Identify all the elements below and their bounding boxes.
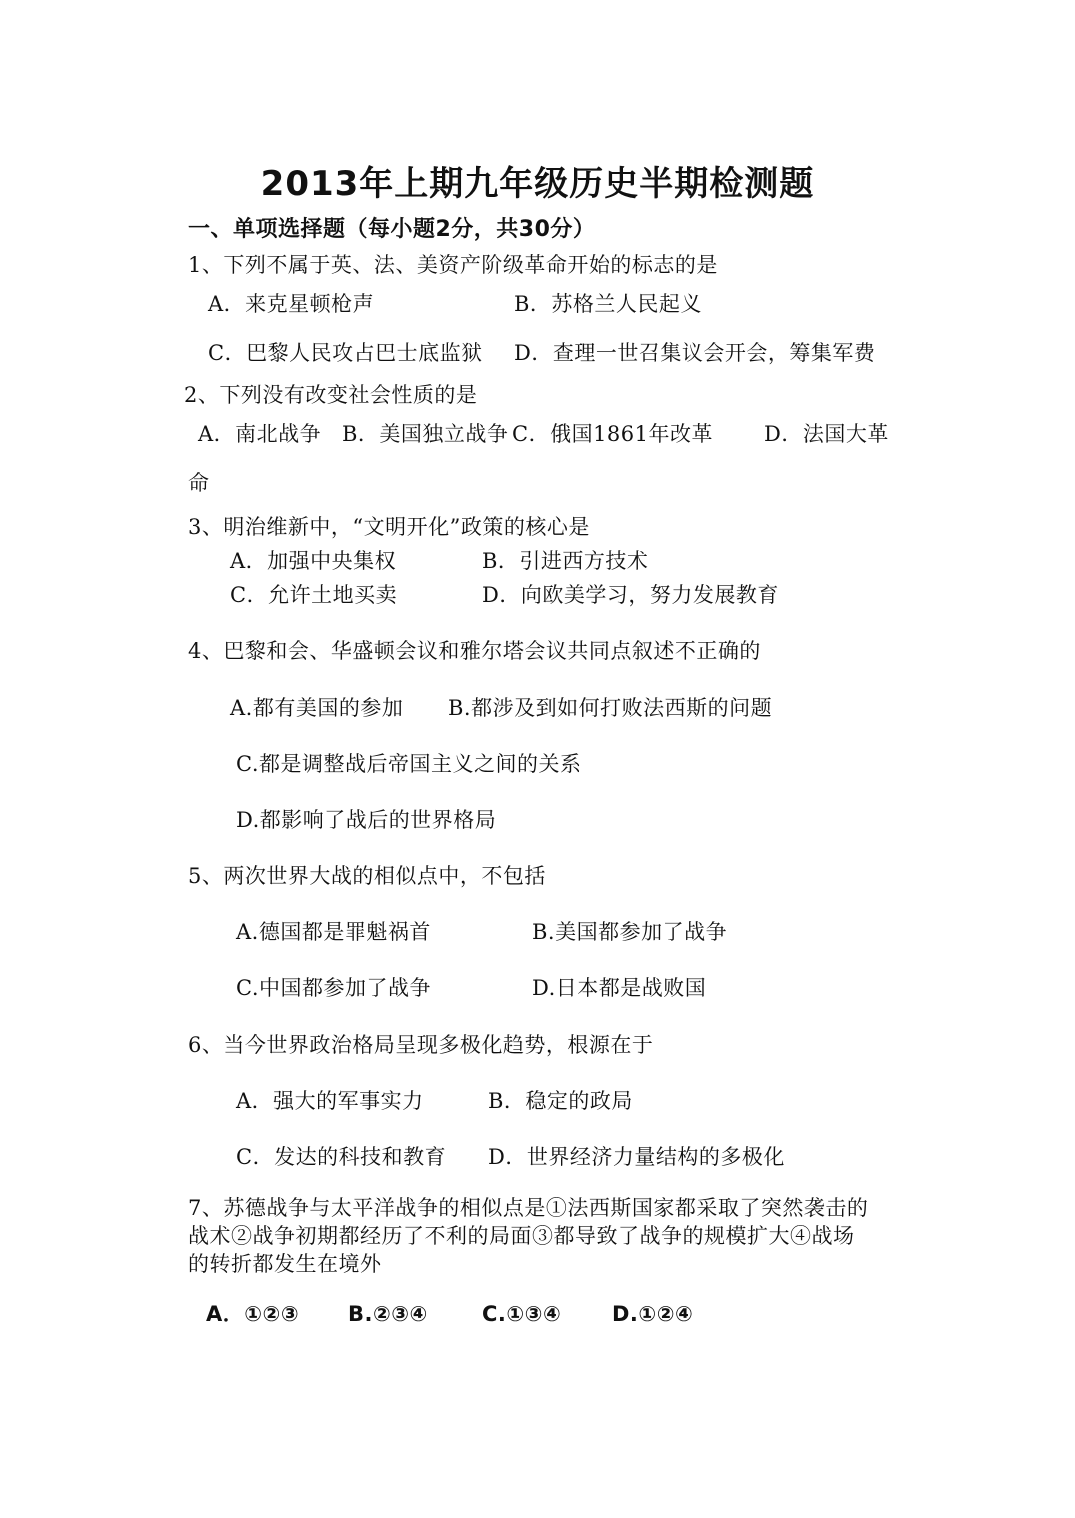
question-3-option-a: A．加强中央集权 (230, 549, 397, 573)
question-5-option-d: D.日本都是战败国 (532, 976, 707, 1000)
question-2-option-b: B．美国独立战争 (342, 422, 509, 446)
question-4-option-d: D.都影响了战后的世界格局 (236, 808, 497, 832)
question-2-option-a: A．南北战争 (198, 422, 322, 446)
question-1-option-b: B．苏格兰人民起义 (514, 292, 702, 316)
question-5-stem: 5、两次世界大战的相似点中，不包括 (188, 864, 546, 888)
question-6-stem: 6、当今世界政治格局呈现多极化趋势，根源在于 (188, 1033, 654, 1057)
question-7-option-b: B.②③④ (348, 1302, 428, 1326)
question-2-continuation: 命 (188, 471, 210, 495)
question-7-stem-line-3: 的转折都发生在境外 (188, 1252, 382, 1276)
question-1-option-d: D．查理一世召集议会开会，筹集军费 (514, 341, 876, 365)
question-5-option-c: C.中国都参加了战争 (236, 976, 431, 1000)
question-7-option-d: D.①②④ (612, 1302, 694, 1326)
question-7-stem-line-2: 战术②战争初期都经历了不利的局面③都导致了战争的规模扩大④战场 (188, 1224, 855, 1248)
question-4-option-c: C.都是调整战后帝国主义之间的关系 (236, 752, 582, 776)
exam-title: 2013年上期九年级历史半期检测题 (260, 164, 815, 204)
question-4-stem: 4、巴黎和会、华盛顿会议和雅尔塔会议共同点叙述不正确的 (188, 639, 761, 663)
question-5-option-b: B.美国都参加了战争 (532, 920, 728, 944)
question-1-option-a: A．来克星顿枪声 (208, 292, 375, 316)
question-1-stem: 1、下列不属于英、法、美资产阶级革命开始的标志的是 (188, 253, 718, 277)
question-7-stem-line-1: 7、苏德战争与太平洋战争的相似点是①法西斯国家都采取了突然袭击的 (188, 1196, 869, 1220)
question-3-option-d: D．向欧美学习，努力发展教育 (482, 583, 779, 607)
question-2-stem: 2、下列没有改变社会性质的是 (184, 383, 478, 407)
question-6-option-d: D．世界经济力量结构的多极化 (488, 1145, 785, 1169)
question-3-option-c: C．允许土地买卖 (230, 583, 398, 607)
question-5-option-a: A.德国都是罪魁祸首 (236, 920, 431, 944)
question-3-option-b: B．引进西方技术 (482, 549, 649, 573)
question-6-option-c: C．发达的科技和教育 (236, 1145, 447, 1169)
question-6-option-a: A．强大的军事实力 (236, 1089, 424, 1113)
question-4-option-a: A.都有美国的参加 (230, 696, 404, 720)
question-4-option-b: B.都涉及到如何打败法西斯的问题 (448, 696, 773, 720)
question-3-stem: 3、明治维新中，“文明开化”政策的核心是 (188, 515, 590, 539)
question-6-option-b: B．稳定的政局 (488, 1089, 633, 1113)
question-1-option-c: C．巴黎人民攻占巴士底监狱 (208, 341, 483, 365)
question-7-option-c: C.①③④ (482, 1302, 562, 1326)
question-2-option-d: D．法国大革 (764, 422, 889, 446)
question-2-option-c: C．俄国1861年改革 (512, 422, 714, 446)
section-heading: 一、单项选择题（每小题2分，共30分） (188, 217, 596, 242)
question-7-option-a: A．①②③ (206, 1302, 300, 1326)
